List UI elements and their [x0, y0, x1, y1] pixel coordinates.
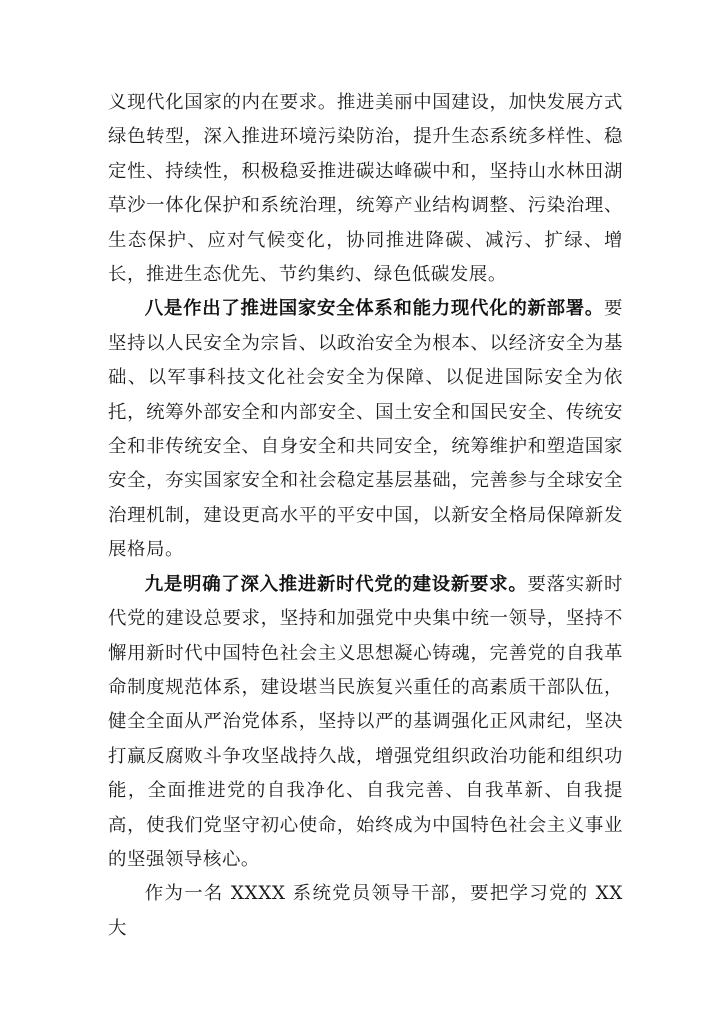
paragraph-lead-heading: 九是明确了深入推进新时代党的建设新要求。 — [144, 573, 528, 595]
paragraph-national-security — [108, 292, 623, 567]
paragraph-text: 要落实新时代党的建设总要求，坚持和加强党中央集中统一领导，坚持不懈用新时代中国特色社会主义思想凝心铸魂，完善党的自我革命制度规范体系，建设堪当民族复兴重任的高素质干部队伍，健全全面从严治党体系，坚持以严的基调强化正风肃纪，坚决打赢反腐败斗争攻坚战持久战，增强党组织政治功能和组织功能，全面推进党的自我净化、自我完善、自我革新、自我提高，使我们党坚守初心使命，始终成为中国特色社会主义事业的坚强领导核心。 — [108, 573, 623, 870]
paragraph-party-building — [108, 568, 623, 878]
paragraph-text: 要坚持以人民安全为宗旨、以政治安全为根本、以经济安全为基础、以军事科技文化社会安全为保障、以促进国际安全为依托，统筹外部安全和内部安全、国土安全和国民安全、传统安全和非传统安全、自身安全和共同安全，统筹维护和塑造国家安全，夯实国家安全和社会稳定基层基础，完善参与全球安全治理机制，建设更高水平的平安中国，以新安全格局保障新发展格局。 — [108, 298, 623, 561]
document-body — [108, 86, 623, 946]
paragraph-lead-heading: 八是作出了推进国家安全体系和能力现代化的新部署。 — [144, 298, 604, 320]
paragraph-text: 作为一名 XXXX 系统党员领导干部，要把学习党的 XX 大 — [108, 883, 623, 939]
paragraph-text: 义现代化国家的内在要求。推进美丽中国建设，加快发展方式绿色转型，深入推进环境污染防治，提升生态系统多样性、稳定性、持续性，积极稳妥推进碳达峰碳中和，坚持山水林田湖草沙一体化保护和系统治理，统筹产业结构调整、污染治理、生态保护、应对气候变化，协同推进降碳、减污、扩绿、增长，推进生态优先、节约集约、绿色低碳发展。 — [108, 92, 623, 286]
paragraph-closing-start — [108, 877, 623, 946]
paragraph-ecology-continued — [108, 86, 623, 292]
